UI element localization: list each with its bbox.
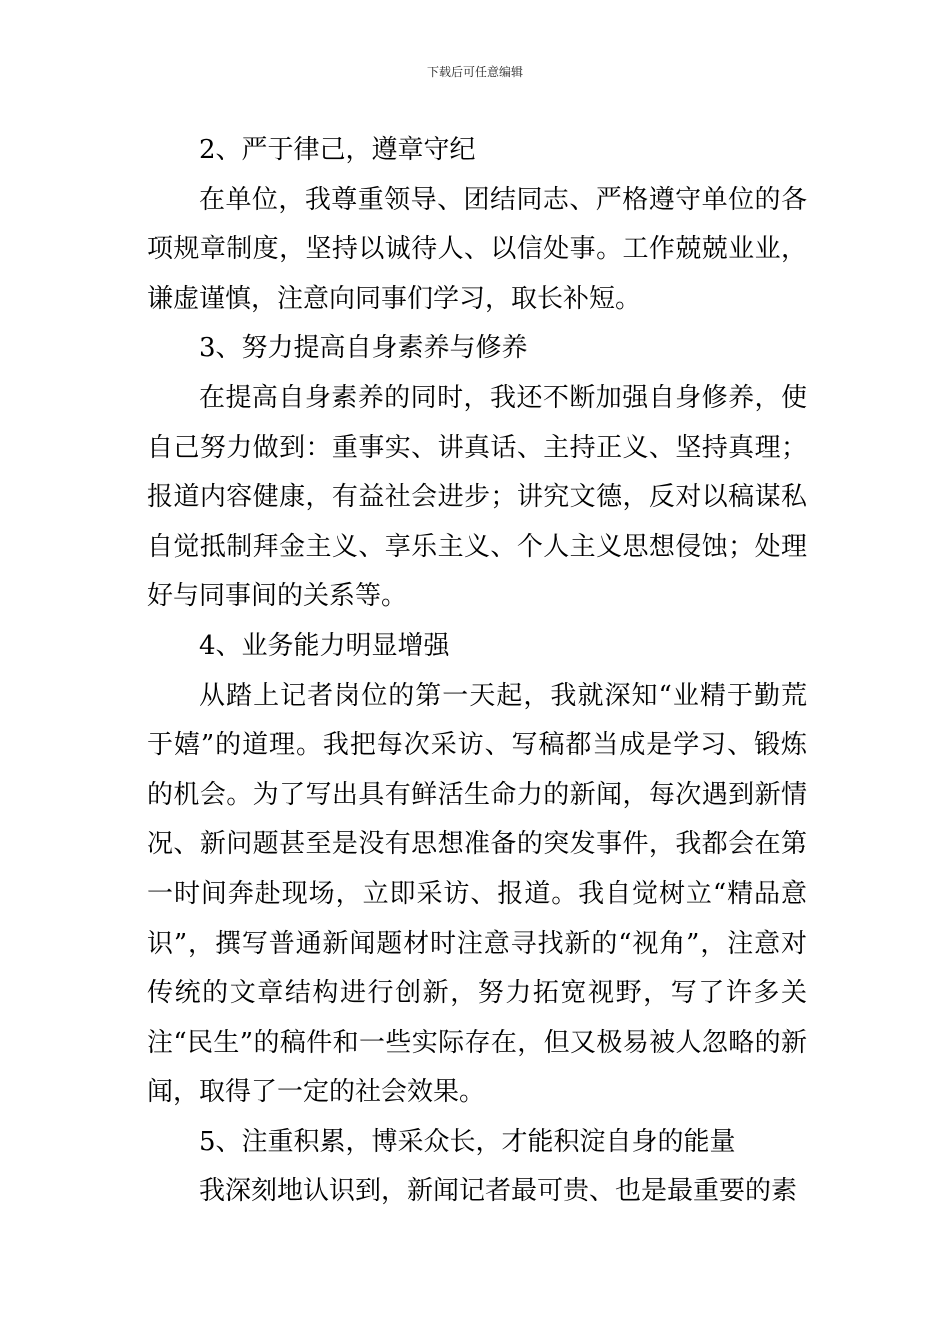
section-paragraph-3: 在提高自身素养的同时，我还不断加强自身修养，使自己努力做到：重事实、讲真话、主持正义、坚持真理；报道内容健康，有益社会进步；讲究文德，反对以稿谋私自觉抵制拜金主义、享乐主义、个人主义思想侵蚀；处理好与同事间的关系等。 <box>147 382 807 612</box>
section-paragraph-5: 我深刻地认识到，新闻记者最可贵、也是最重要的素 <box>199 1176 798 1207</box>
section-heading-2: 2、严于律己，遵章守纪 <box>199 135 476 165</box>
page-header: 下载后可任意编辑 <box>426 65 523 79</box>
section-heading-3: 3、努力提高自身素养与修养 <box>199 333 528 364</box>
section-heading-5: 5、注重积累，博采众长，才能积淀自身的能量 <box>199 1126 736 1157</box>
document-body <box>147 126 807 1217</box>
section-heading-4: 4、业务能力明显增强 <box>199 630 450 661</box>
section-paragraph-2: 在单位，我尊重领导、团结同志、严格遵守单位的各项规章制度，坚持以诚待人、以信处事。工作兢兢业业，谦虚谨慎，注意向同事们学习，取长补短。 <box>147 184 807 314</box>
section-paragraph-4: 从踏上记者岗位的第一天起，我就深知“业精于勤荒于嬉”的道理。我把每次采访、写稿都当成是学习、锻炼的机会。为了写出具有鲜活生命力的新闻，每次遇到新情况、新问题甚至是没有思想准备的突发事件，我都会在第一时间奔赴现场，立即采访、报道。我自觉树立“精品意识”，撰写普通新闻题材时注意寻找新的“视角”，注意对传统的文章结构进行创新，努力拓宽视野，写了许多关注“民生”的稿件和一些实际存在，但又极易被人忽略的新闻，取得了一定的社会效果。 <box>147 680 807 1108</box>
